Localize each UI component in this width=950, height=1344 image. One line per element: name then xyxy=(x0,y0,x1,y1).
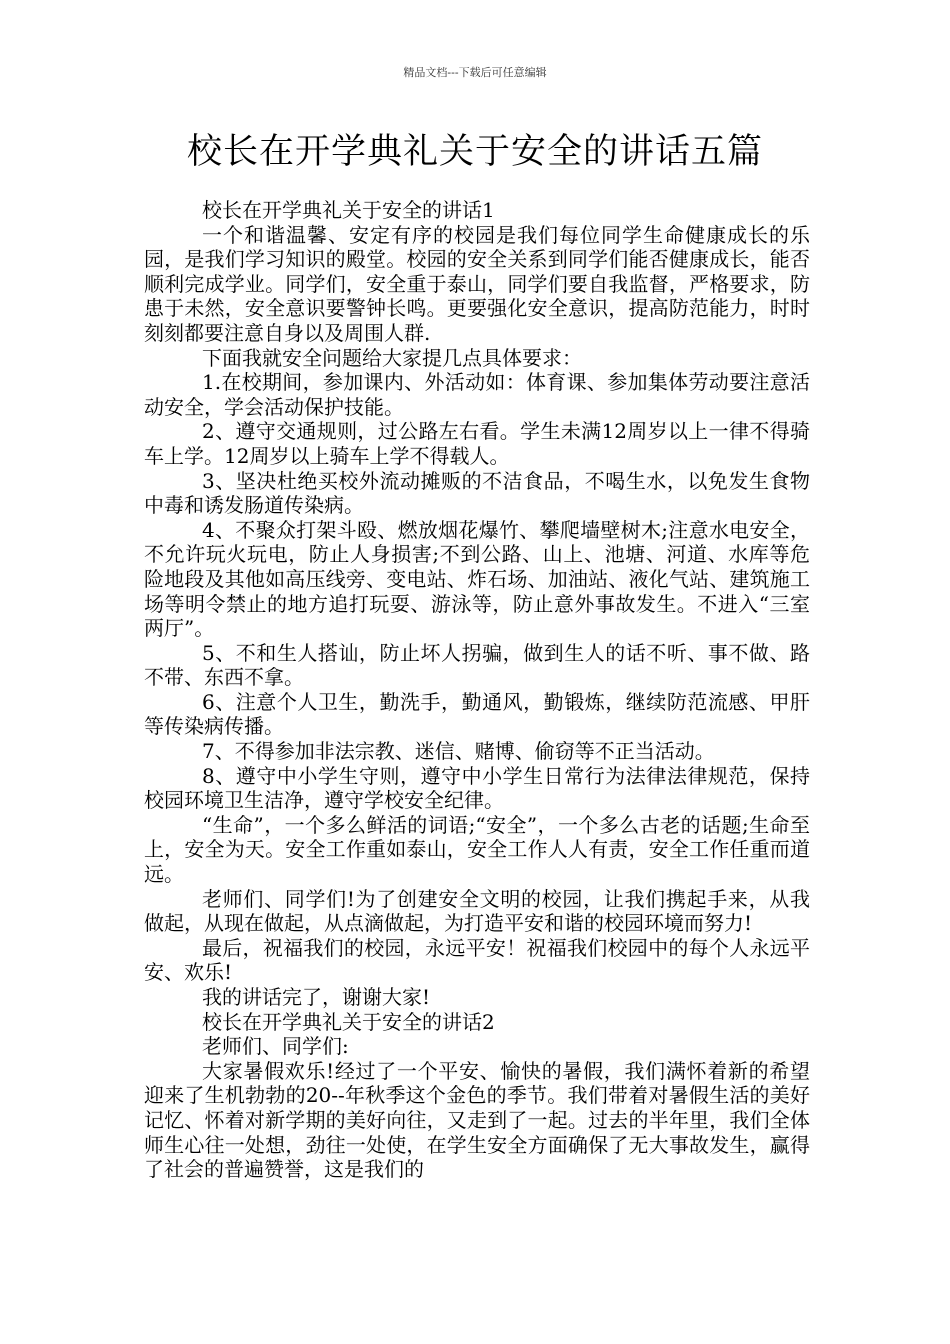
list-item: 6、注意个人卫生，勤洗手，勤通风，勤锻炼，继续防范流感、甲肝等传染病传播。 xyxy=(144,689,810,739)
salutation: 老师们、同学们: xyxy=(202,1034,349,1059)
list-item: 1.在校期间，参加课内、外活动如：体育课、参加集体劳动要注意活动安全，学会活动保护技能。 xyxy=(144,370,810,419)
list-item: 8、遵守中小学生守则，遵守中小学生日常行为法律法律规范，保持校园环境卫生洁净，遵守学校安全纪律。 xyxy=(144,763,810,813)
header-note: 精品文档---下载后可任意编辑 xyxy=(403,66,547,79)
list-item: 2、遵守交通规则，过公路左右看。学生未满12周岁以上一律不得骑车上学。12周岁以上骑车上学不得载人。 xyxy=(144,419,810,468)
paragraph: 我的讲话完了，谢谢大家! xyxy=(202,985,431,1009)
paragraph: 下面我就安全问题给大家提几点具体要求： xyxy=(202,345,582,370)
paragraph: 一个和谐温馨、安定有序的校园是我们每位同学生命健康成长的乐园，是我们学习知识的殿堂。校园的安全关系到同学们能否健康成长，能否顺利完成学业。同学们，安全重于泰山，同学们要自我监督，严格要求，防患于未然，安全意识要警钟长鸣。更要强化安全意识，提高防范能力，时时刻刻都要注意自身以及周围人群. xyxy=(144,222,810,345)
paragraph: 最后，祝福我们的校园，永远平安！祝福我们校园中的每个人永远平安、欢乐! xyxy=(144,935,810,985)
paragraph: 大家暑假欢乐!经过了一个平安、愉快的暑假，我们满怀着新的希望迎来了生机勃勃的20--年秋季这个金色的季节。我们带着对暑假生活的美好记忆、怀着对新学期的美好向往，又走到了一起。过去的半年里，我们全体师生心往一处想，劲往一处使，在学生安全方面确保了无大事故发生，赢得了社会的普遍赞誉，这是我们的 xyxy=(144,1058,810,1182)
section-heading-1: 校长在开学典礼关于安全的讲话1 xyxy=(202,198,495,222)
section-heading-2: 校长在开学典礼关于安全的讲话2 xyxy=(202,1009,495,1034)
document-body xyxy=(144,198,810,1182)
paragraph: “生命”，一个多么鲜活的词语;“安全”，一个多么古老的话题;生命至上，安全为天。安全工作重如泰山，安全工作人人有责，安全工作任重而道远。 xyxy=(144,812,810,887)
list-item: 3、坚决杜绝买校外流动摊贩的不洁食品，不喝生水，以免发生食物中毒和诱发肠道传染病。 xyxy=(144,468,810,518)
list-item: 7、不得参加非法宗教、迷信、赌博、偷窃等不正当活动。 xyxy=(202,739,715,764)
list-item: 4、不聚众打架斗殴、燃放烟花爆竹、攀爬墙壁树木;注意水电安全，不允许玩火玩电，防止人身损害;不到公路、山上、池塘、河道、水库等危险地段及其他如高压线旁、变电站、炸石场、加油站、液化气站、建筑施工场等明令禁止的地方追打玩耍、游泳等，防止意外事故发生。不进入“三室两厅”。 xyxy=(144,517,810,641)
paragraph: 老师们、同学们!为了创建安全文明的校园，让我们携起手来，从我做起，从现在做起，从点滴做起，为打造平安和谐的校园环境而努力! xyxy=(144,886,810,936)
list-item: 5、不和生人搭讪，防止坏人拐骗，做到生人的话不听、事不做、路不带、东西不拿。 xyxy=(144,640,810,690)
document-title: 校长在开学典礼关于安全的讲话五篇 xyxy=(186,132,763,172)
